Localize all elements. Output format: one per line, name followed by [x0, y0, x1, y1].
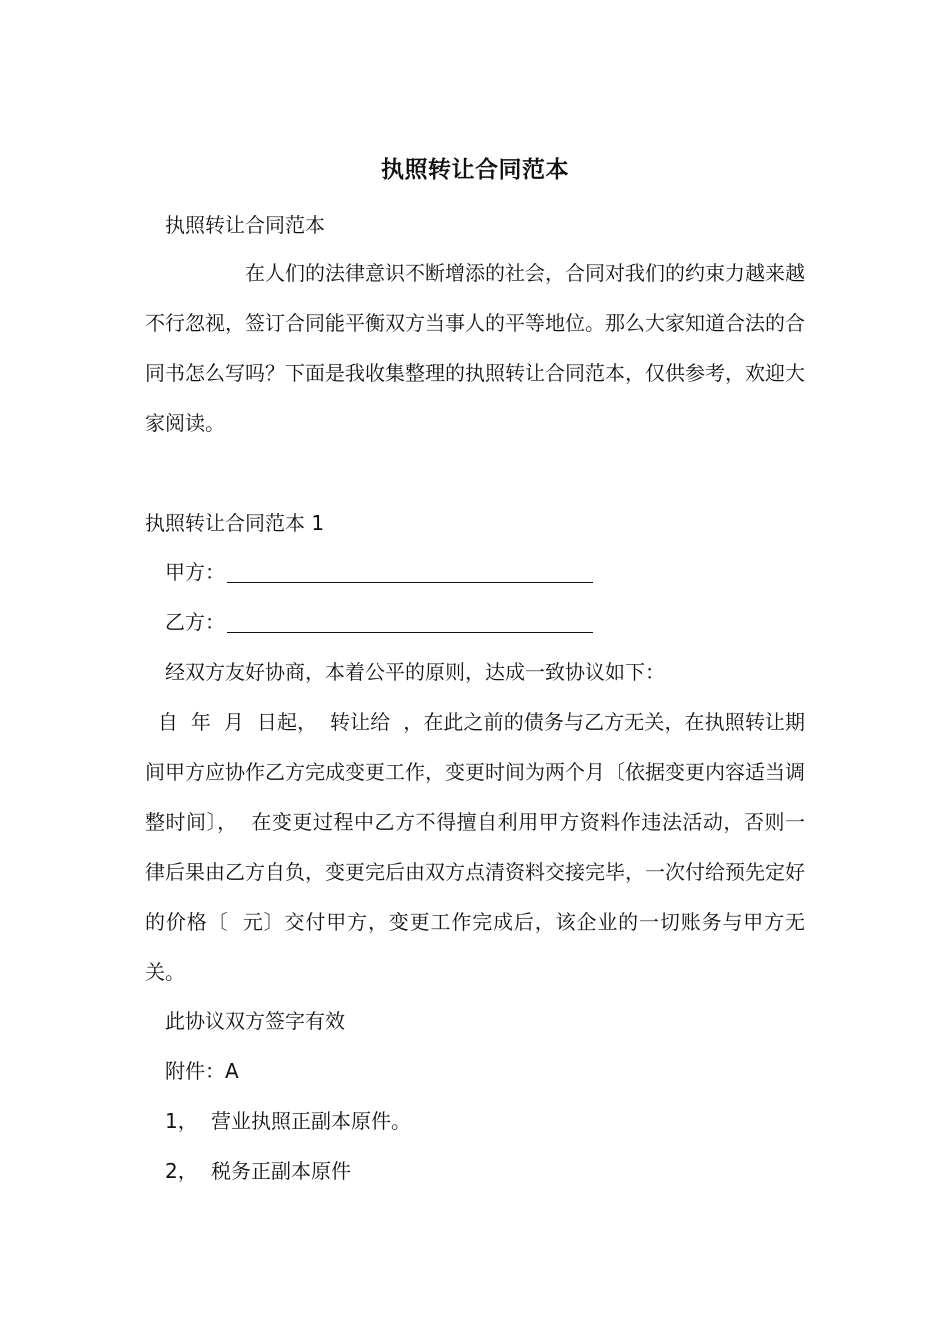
attachment-number: 1， — [165, 1109, 198, 1133]
party-b-blank — [227, 610, 593, 633]
attachment-text: 营业执照正副本原件。 — [211, 1109, 411, 1133]
section-heading: 执照转让合同范本 1 — [145, 511, 325, 535]
attachment-label: 附件：A — [165, 1059, 239, 1083]
party-b-label: 乙方： — [165, 610, 225, 634]
attachment-number: 2， — [165, 1159, 198, 1183]
document-title: 执照转让合同范本 — [381, 157, 569, 183]
attachment-item — [165, 1156, 351, 1186]
party-a-label: 甲方： — [165, 560, 225, 584]
party-a-line — [165, 557, 593, 587]
document-subtitle: 执照转让合同范本 — [165, 213, 325, 237]
attachment-item — [165, 1106, 411, 1136]
validity-line: 此协议双方签字有效 — [165, 1009, 345, 1033]
party-a-blank — [227, 560, 593, 583]
attachment-text: 税务正副本原件 — [211, 1159, 351, 1183]
body-paragraph: 自 年 月 日起， 转让给 ，在此之前的债务与乙方无关，在执照转让期间甲方应协作乙方完成变更工作，变更时间为两个月〔依据变更内容适当调整时间〕， 在变更过程中乙方不得擅自利用甲方资料作违法活动，否则一律后果由乙方自负，变更完后由双方点清资料交接完毕，一次付给预先定好的价格〔 元〕交付甲方，变更工作完成后，该企业的一切账务与甲方无关。 — [145, 710, 805, 984]
agreement-line: 经双方友好协商，本着公平的原则，达成一致协议如下： — [165, 660, 665, 684]
intro-paragraph: 在人们的法律意识不断增添的社会，合同对我们的约束力越来越不行忽视，签订合同能平衡双方当事人的平等地位。那么大家知道合法的合同书怎么写吗？下面是我收集整理的执照转让合同范本，仅供参考，欢迎大家阅读。 — [145, 261, 805, 435]
party-b-line — [165, 607, 593, 637]
